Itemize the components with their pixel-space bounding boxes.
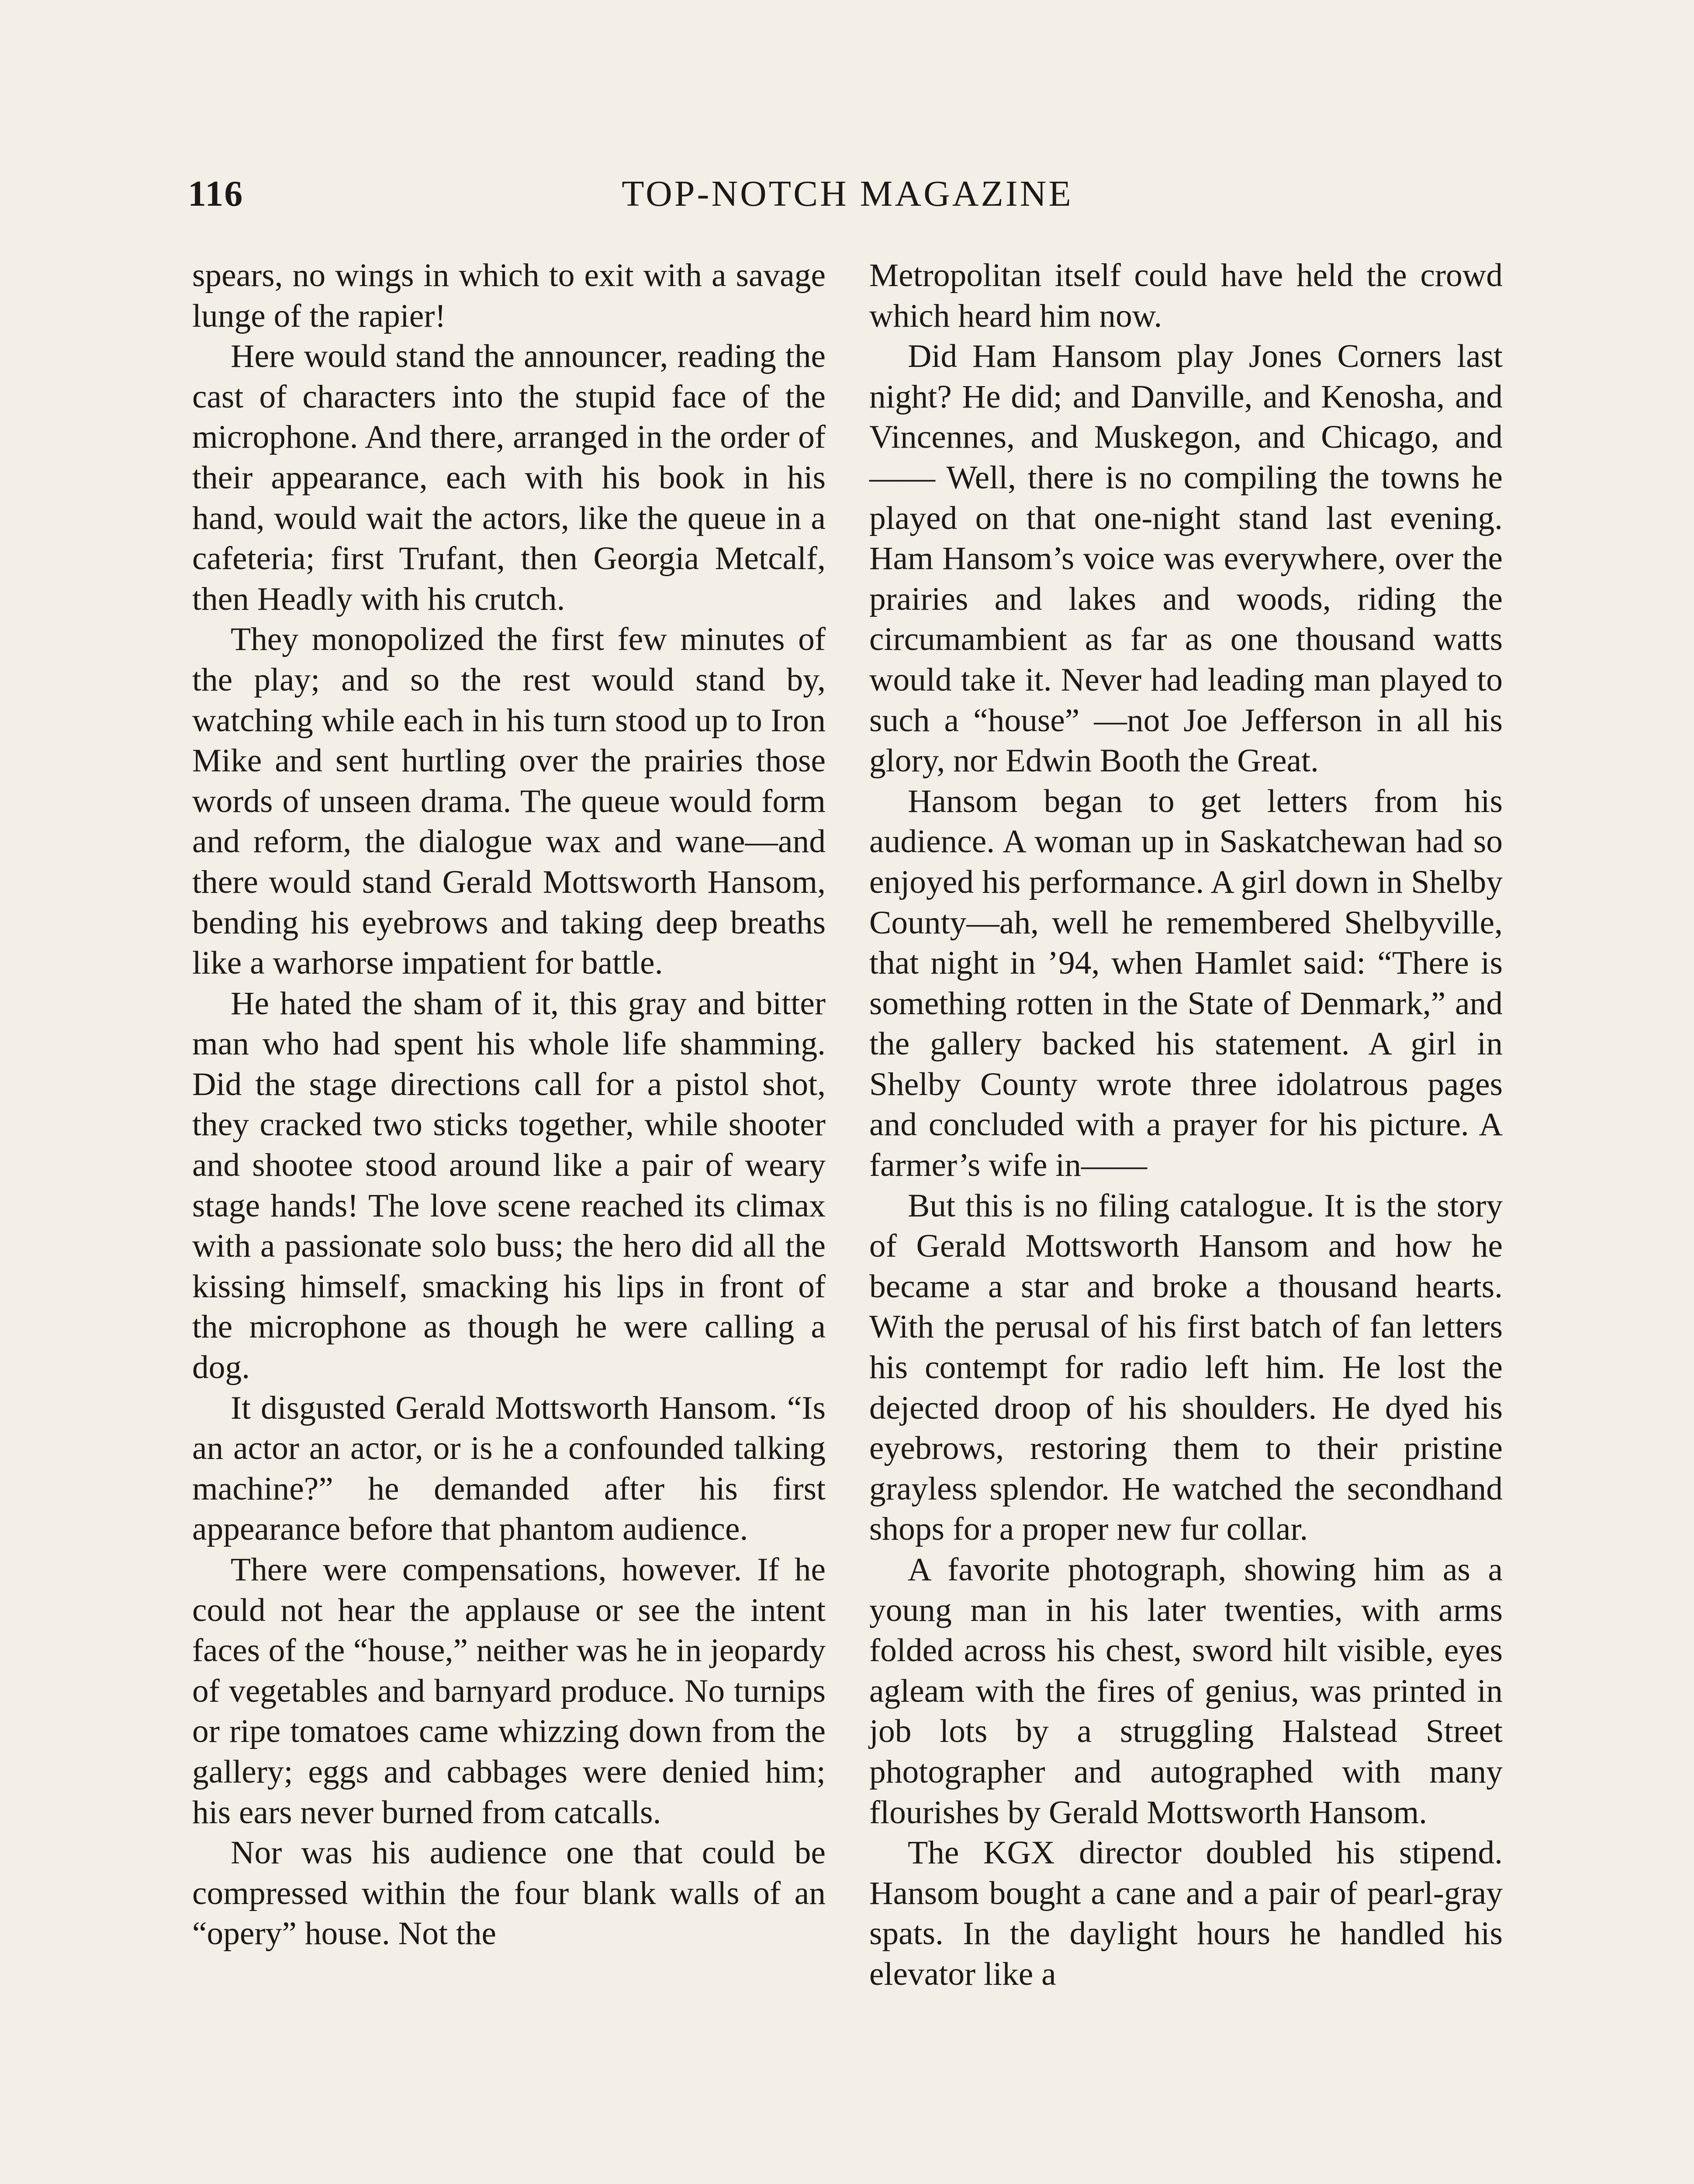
paragraph: Nor was his audience one that could be compressed within the four blank walls of an “opery” house. Not the [192,1835,826,1952]
running-title: TOP-NOTCH MAGAZINE [622,173,1073,214]
paragraph: They monopolized the first few minutes of the play; and so the rest would stand by, watching while each in his turn stood up to Iron Mike and sent hurtling over the prairies those words of unseen drama. The queue would form and reform, the dialogue wax and wane—and there would stand Gerald Mottsworth Hansom, bending his eyebrows and taking deep breaths like a warhorse impatient for battle. [192,621,826,981]
page-number: 116 [188,173,244,214]
paragraph: A favorite photograph, showing him as a young man in his later twenties, with arms folded across his chest, sword hilt visible, eyes agleam with the fires of genius, was printed in job lots by a struggling Halstead Street photographer and autographed with many flourishes by Gerald Mottsworth Hansom. [869,1552,1503,1831]
page-header [188,173,1507,229]
paragraph: Hansom began to get letters from his audience. A woman up in Saskatchewan had so enjoyed his performance. A girl down in Shelby County—ah, well he remembered Shelbyville, that night in ’94, when Hamlet said: “There is something rotten in the State of Denmark,” and the gallery backed his statement. A girl in Shelby County wrote three idolatrous pages and concluded with a prayer for his picture. A farmer’s wife in—— [869,783,1503,1184]
paragraph: The KGX director doubled his stipend. Hansom bought a cane and a pair of pearl-gray spats. In the daylight hours he handled his elevator like a [869,1835,1503,1992]
paragraph: spears, no wings in which to exit with a savage lunge of the rapier! [192,257,826,334]
left-column [192,256,826,1954]
paragraph: But this is no filing catalogue. It is the story of Gerald Mottsworth Hansom and how he became a star and broke a thousand hearts. With the perusal of his first batch of fan letters his contempt for radio left him. He lost the dejected droop of his shoulders. He dyed his eyebrows, restoring them to their pristine grayless splendor. He watched the secondhand shops for a proper new fur collar. [869,1187,1503,1548]
paragraph: It disgusted Gerald Mottsworth Hansom. “Is an actor an actor, or is he a confounded talking machine?” he demanded after his first appearance before that phantom audience. [192,1389,826,1548]
paragraph: Metropolitan itself could have held the crowd which heard him now. [869,257,1503,334]
right-column [869,256,1503,1995]
paragraph: Did Ham Hansom play Jones Corners last night? He did; and Danville, and Kenosha, and Vincennes, and Muskegon, and Chicago, and—— Well, there is no compiling the towns he played on that one-night stand last evening. Ham Hansom’s voice was everywhere, over the prairies and lakes and woods, riding the circumambient as far as one thousand watts would take it. Never had leading man played to such a “house” —not Joe Jefferson in all his glory, nor Edwin Booth the Great. [869,338,1503,779]
paragraph: He hated the sham of it, this gray and bitter man who had spent his whole life shamming. Did the stage directions call for a pistol shot, they cracked two sticks together, while shooter and shootee stood around like a pair of weary stage hands! The love scene reached its climax with a passionate solo buss; the hero did all the kissing himself, smacking his lips in front of the microphone as though he were calling a dog. [192,985,826,1386]
paragraph: There were compensations, however. If he could not hear the applause or see the intent faces of the “house,” neither was he in jeopardy of vegetables and barnyard produce. No turnips or ripe tomatoes came whizzing down from the gallery; eggs and cabbages were denied him; his ears never burned from catcalls. [192,1552,826,1831]
paragraph: Here would stand the announcer, reading the cast of characters into the stupid face of the microphone. And there, arranged in the order of their appearance, each with his book in his hand, would wait the actors, like the queue in a cafeteria; first Trufant, then Georgia Metcalf, then Headly with his crutch. [192,338,826,617]
